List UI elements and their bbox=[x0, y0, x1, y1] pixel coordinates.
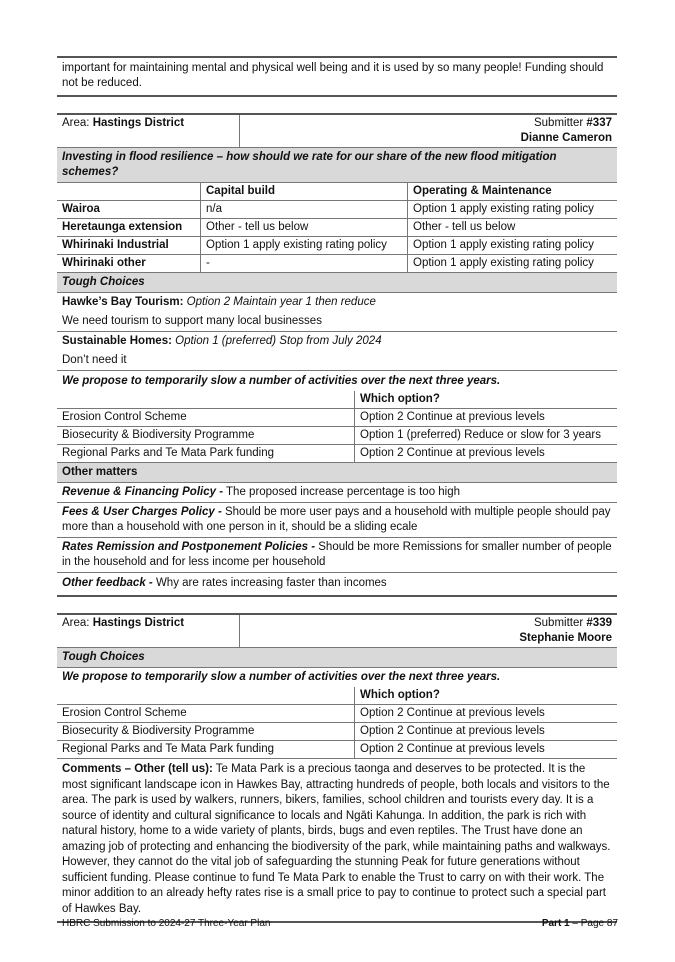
submitter-name: Stephanie Moore bbox=[519, 632, 612, 644]
col-operating: Operating & Maintenance bbox=[408, 183, 618, 201]
submitter-number: #337 bbox=[586, 117, 612, 129]
table-row: Whirinaki other - Option 1 apply existing rating policy bbox=[57, 255, 617, 273]
activities-table bbox=[57, 687, 617, 759]
table-row: Erosion Control Scheme Option 2 Continue at previous levels bbox=[57, 705, 617, 723]
homes-line: Sustainable Homes: Option 1 (preferred) Stop from July 2024 bbox=[62, 335, 382, 347]
table-row: Regional Parks and Te Mata Park funding Option 2 Continue at previous levels bbox=[57, 445, 617, 463]
col-capital: Capital build bbox=[201, 183, 408, 201]
tough-choices-heading: Tough Choices bbox=[57, 273, 617, 293]
flood-table bbox=[57, 183, 617, 273]
table-row: Erosion Control Scheme Option 2 Continue at previous levels bbox=[57, 409, 617, 427]
table-row: Biosecurity & Biodiversity Programme Option 2 Continue at previous levels bbox=[57, 723, 617, 741]
activities-table bbox=[57, 391, 617, 463]
area-cell: Area: Hastings District bbox=[57, 115, 240, 148]
document-page bbox=[57, 56, 617, 923]
submission-header bbox=[57, 115, 617, 148]
submission-header bbox=[57, 615, 617, 648]
submitter-name: Dianne Cameron bbox=[520, 132, 612, 144]
table-row: Regional Parks and Te Mata Park funding Option 2 Continue at previous levels bbox=[57, 741, 617, 759]
table-row: Biosecurity & Biodiversity Programme Option 1 (preferred) Reduce or slow for 3 years bbox=[57, 427, 617, 445]
fees-policy: Fees & User Charges Policy - Should be more user pays and a household with multiple people should pay more than a household with one person in it, should be a sliding ecale bbox=[57, 503, 617, 538]
page-footer bbox=[62, 916, 618, 931]
table-row: Heretaunga extension Other - tell us below Other - tell us below bbox=[57, 219, 617, 237]
area-value: Hastings District bbox=[92, 117, 185, 129]
other-matters-heading: Other matters bbox=[57, 463, 617, 483]
tourism-line: Hawke’s Bay Tourism: Option 2 Maintain year 1 then reduce bbox=[62, 296, 376, 308]
comments-other: Comments – Other (tell us): Te Mata Park is a precious taonga and deserves to be protected. It is the most significant landscape icon in Hawkes Bay, attracting hundreds of people, both locals and visitors to the area. The park is used by walkers, runners, bikers, families, school children and tourists every day. It is a source of identity and cultural significance to locals and Ngāti Kahunga. In addition, the park is rich with natural history, home to a wide variety of plants, birds, bugs and even reptiles. The Trust have done an amazing job of protecting and enhancing the biodiversity of the park, while maintaining paths and walkways. However, they cannot do the vital job of safeguarding the stunning Peak for future generations without sufficient funding. Please continue to fund Te Mata Park to enable the Trust to carry on with their work. The minor addition to an already hefty rates rise is a small price to pay to continue to protect such a special part of Hawkes Bay. bbox=[57, 759, 617, 923]
tough-choices-heading: Tough Choices bbox=[57, 648, 617, 668]
table-row: Wairoa n/a Option 1 apply existing rating policy bbox=[57, 201, 617, 219]
tourism-comment: We need tourism to support many local businesses bbox=[57, 312, 617, 332]
revenue-policy: Revenue & Financing Policy - The proposed increase percentage is too high bbox=[57, 483, 617, 503]
carryover-text: important for maintaining mental and physical well being and it is used by so many people! Funding should not be reduced. bbox=[57, 56, 617, 97]
footer-title: HBRC Submission to 2024-27 Three-Year Plan bbox=[62, 918, 271, 929]
slow-question: We propose to temporarily slow a number of activities over the next three years. bbox=[62, 671, 501, 683]
homes-comment: Don’t need it bbox=[57, 351, 617, 371]
slow-question: We propose to temporarily slow a number of activities over the next three years. bbox=[62, 375, 501, 387]
which-option-header: Which option? bbox=[355, 391, 618, 409]
submitter-number: #339 bbox=[586, 617, 612, 629]
page-number: Part 1 – Page 87 bbox=[541, 918, 618, 929]
flood-question: Investing in flood resilience – how should we rate for our share of the new flood mitigation schemes? bbox=[57, 148, 617, 183]
area-value: Hastings District bbox=[92, 617, 185, 629]
submitter-cell: Submitter #339 Stephanie Moore bbox=[240, 615, 618, 648]
submitter-cell: Submitter #337 Dianne Cameron bbox=[240, 115, 618, 148]
rates-policy: Rates Remission and Postponement Policies - Should be more Remissions for smaller number of people in the household and for less income per household bbox=[57, 538, 617, 573]
other-feedback: Other feedback - Why are rates increasing faster than incomes bbox=[57, 573, 617, 597]
submission-337 bbox=[57, 113, 617, 597]
which-option-header: Which option? bbox=[355, 687, 618, 705]
area-cell: Area: Hastings District bbox=[57, 615, 240, 648]
table-row: Whirinaki Industrial Option 1 apply existing rating policy Option 1 apply existing rating policy bbox=[57, 237, 617, 255]
submission-339 bbox=[57, 613, 617, 923]
